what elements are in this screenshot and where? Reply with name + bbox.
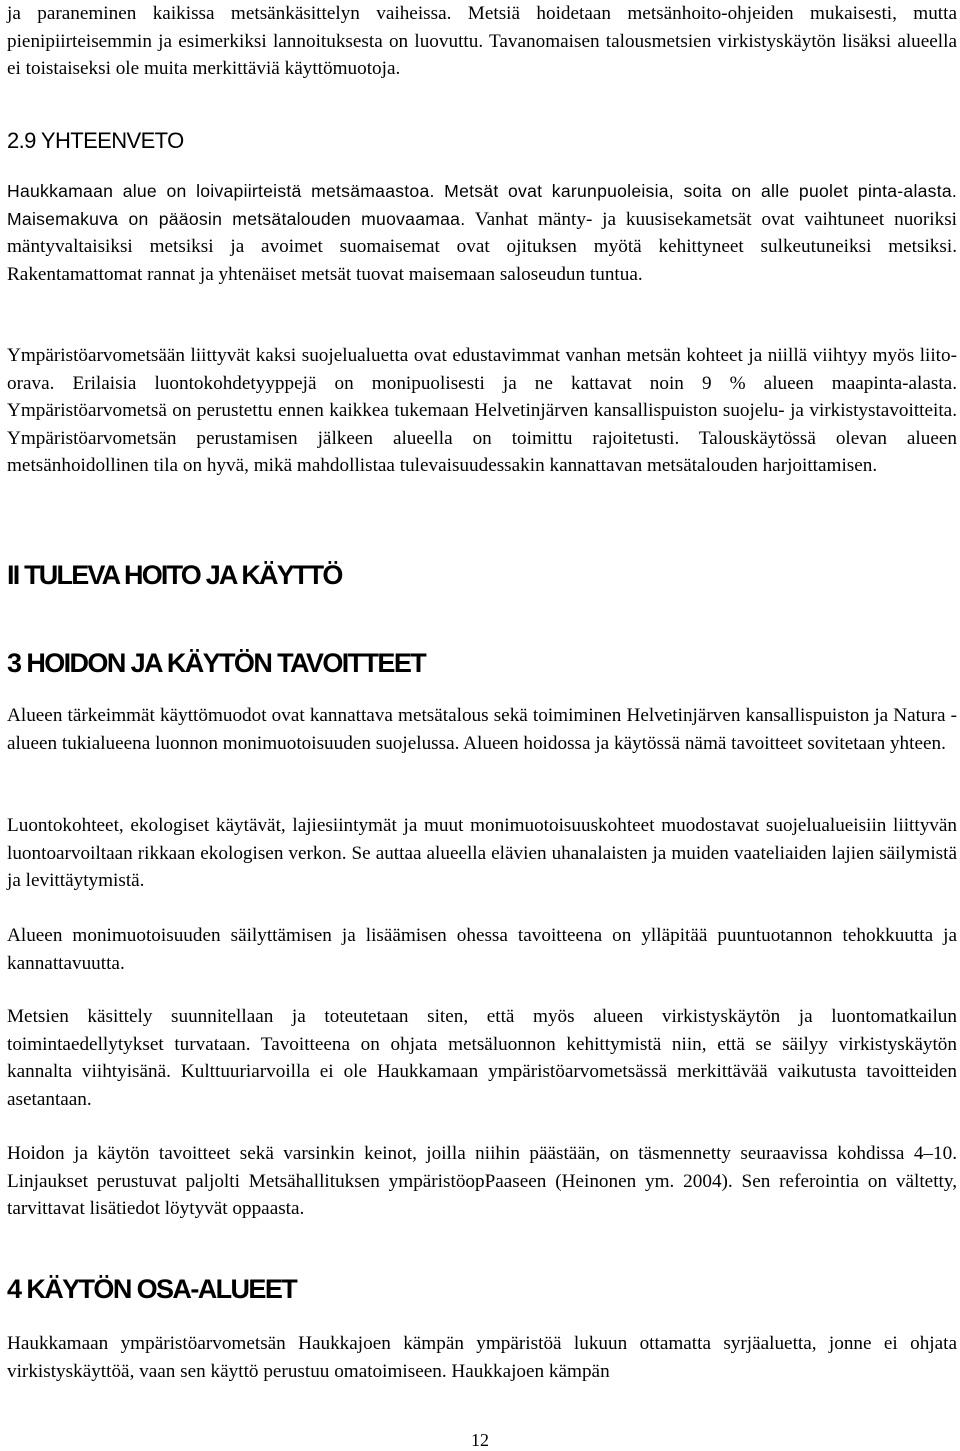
section-4-paragraph-block	[7, 1330, 957, 1385]
part-ii-heading: II TULEVA HOITO JA KÄYTTÖ	[7, 560, 342, 590]
part-ii-heading-block	[7, 560, 957, 591]
section-3-paragraph-2: Luontokohteet, ekologiset käytävät, lajiesiintymät ja muut monimuotoisuuskohteet muodostavat suojelualueisiin liittyvän luontoarvoiltaan rikkaan ekologisen verkon. Se auttaa alueella elävien uhanalaisten ja muiden vaateliaiden lajien säilymistä ja levittäytymistä.	[7, 815, 957, 891]
summary-paragraph-2-block	[7, 342, 957, 480]
summary-serif-rest: Vanhat mänty- ja kuusisekametsät ovat vaihtuneet nuoriksi mäntyvaltaisiksi metsiksi ja avoimet suomaisemat ovat ojituksen myötä kehittyneet sulkeutuneiksi metsiksi. Rakentamattomat rannat ja yhtenäiset metsät tuovat maisemaan saloseudun tuntua.	[7, 208, 957, 285]
section-3-paragraph-4: Metsien käsittely suunnitellaan ja toteutetaan siten, että myös alueen virkistyskäytön ja luontomatkailun toimintaedellytykset turvataan. Tavoitteena on ohjata metsäluonnon kehittymistä niin, että se säilyy virkistyskäytön kannalta viihtyisänä. Kulttuuriarvoilla ei ole Haukkamaan ympäristöarvometsässä merkittävää vaikutusta tavoitteiden asetantaan.	[7, 1006, 957, 1110]
section-3-heading-block	[7, 648, 957, 679]
section-4-heading: 4 KÄYTÖN OSA-ALUEET	[7, 1274, 297, 1304]
section-2-9-heading-block	[7, 128, 957, 154]
section-3-paragraph-1-block	[7, 702, 957, 757]
intro-paragraph: ja paraneminen kaikissa metsänkäsittelyn vaiheissa. Metsiä hoidetaan metsänhoito-ohjeiden mukaisesti, mutta pienipiirteisemmin ja esimerkiksi lannoituksesta on luovuttu. Tavanomaisen talousmetsien virkistyskäytön lisäksi alueella ei toistaiseksi ole muita merkittäviä käyttömuotoja.	[7, 3, 957, 79]
summary-paragraph-1-block	[7, 178, 957, 288]
section-4-heading-block	[7, 1274, 957, 1305]
page-number: 12	[471, 1430, 489, 1450]
summary-sans-lead: Haukkamaan alue on loivapiirteistä metsämaastoa.	[7, 181, 435, 201]
section-3-paragraph-3-block	[7, 922, 957, 977]
section-3-paragraph-5: Hoidon ja käytön tavoitteet sekä varsinkin keinot, joilla niihin päästään, on täsmennetty seuraavissa kohdissa 4–10. Linjaukset perustuvat paljolti Metsähallituksen ympäristöopPaaseen (Heinonen ym. 2004). Sen referointia on vältetty, tarvittavat lisätiedot löytyvät oppaasta.	[7, 1143, 957, 1219]
section-3-paragraph-4-block	[7, 1003, 957, 1113]
summary-paragraph-1	[7, 178, 957, 288]
section-3-paragraph-5-block	[7, 1140, 957, 1223]
summary-paragraph-2: Ympäristöarvometsään liittyvät kaksi suojelualuetta ovat edustavimmat vanhan metsän kohteet ja niillä viihtyy myös liito-orava. Erilaisia luontokohdetyyppejä on monipuolisesti ja ne kattavat noin 9 % alueen maapinta-alasta. Ympäristöarvometsä on perustettu ennen kaikkea tukemaan Helvetinjärven kansallispuiston suojelu- ja virkistystavoitteita. Ympäristöarvometsän perustamisen jälkeen alueella on toimittu rajoitetusti. Talouskäytössä olevan alueen metsänhoidollinen tila on hyvä, mikä mahdollistaa tulevaisuudessakin kannattavan metsätalouden harjoittamisen.	[7, 345, 957, 476]
section-3-paragraph-1: Alueen tärkeimmät käyttömuodot ovat kannattava metsätalous sekä toimiminen Helvetinjärven kansallispuiston ja Natura -alueen tukialueena luonnon monimuotoisuuden suojelussa. Alueen hoidossa ja käytössä nämä tavoitteet sovitetaan yhteen.	[7, 705, 957, 754]
section-3-heading: 3 HOIDON JA KÄYTÖN TAVOITTEET	[7, 648, 426, 678]
section-3-paragraph-2-block	[7, 812, 957, 895]
intro-paragraph-block	[7, 0, 957, 83]
section-2-9-heading: 2.9 YHTEENVETO	[7, 128, 184, 153]
section-4-paragraph: Haukkamaan ympäristöarvometsän Haukkajoen kämpän ympäristöä lukuun ottamatta syrjäaluetta, jonne ei ohjata virkistyskäyttöä, vaan sen käyttö perustuu omatoimiseen. Haukkajoen kämpän	[7, 1333, 957, 1382]
summary-sans-rest: Metsät ovat karunpuoleisia, soita on alle puolet pinta-alasta. Maisemakuva on pääosin metsätalouden muovaamaa.	[7, 181, 958, 229]
section-3-paragraph-3: Alueen monimuotoisuuden säilyttämisen ja lisäämisen ohessa tavoitteena on ylläpitää puuntuotannon tehokkuutta ja kannattavuutta.	[7, 925, 957, 974]
